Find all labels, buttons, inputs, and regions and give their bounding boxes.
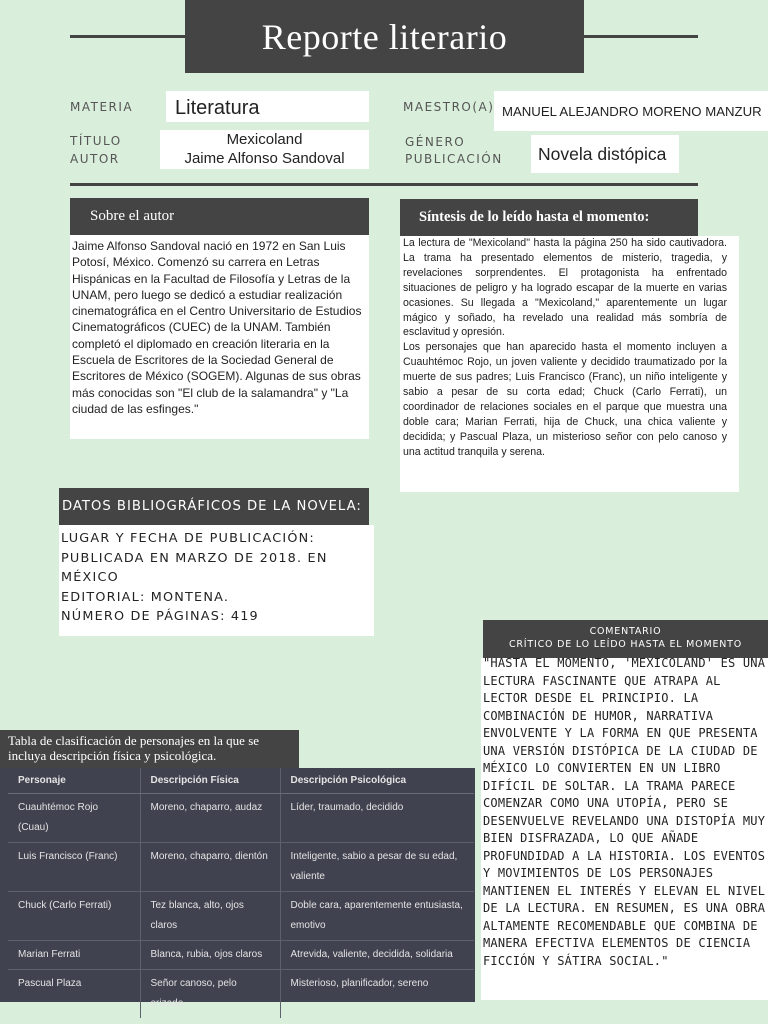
sintesis-body: [403, 236, 727, 460]
autor-label: AUTOR: [70, 152, 120, 166]
table-header-row: [8, 768, 474, 794]
materia-value: Literatura: [175, 97, 260, 119]
sobre-autor-heading: Sobre el autor: [70, 198, 369, 235]
datos-line-2: PUBLICADA EN MARZO DE 2018. EN: [61, 550, 328, 566]
info-divider: [70, 183, 698, 186]
materia-value-box: [166, 91, 369, 122]
cell-personaje: Marian Ferrati: [8, 941, 140, 970]
datos-text: [61, 529, 328, 627]
table-row: [8, 843, 474, 892]
tabla-caption: Tabla de clasificación de personajes en la que se incluya descripción física y psicológica.: [8, 733, 260, 763]
cell-fisica: Tez blanca, alto, ojos claros: [140, 892, 280, 941]
publicacion-label: PUBLICACIÓN: [405, 152, 503, 166]
sintesis-heading: Síntesis de lo leído hasta el momento:: [400, 199, 698, 236]
cell-fisica: Moreno, chaparro, audaz: [140, 794, 280, 843]
genero-value-box: [531, 135, 679, 173]
titulo-value: Mexicoland: [226, 131, 303, 148]
header-personaje: Personaje: [8, 768, 140, 794]
header-rule-right: [583, 35, 698, 38]
datos-line-5: NÚMERO DE PÁGINAS: 419: [61, 609, 259, 624]
cell-fisica: Señor canoso, pelo erizado: [140, 970, 280, 1019]
datos-line-4: EDITORIAL: MONTENA.: [61, 589, 230, 605]
table-row: [8, 892, 474, 941]
cell-fisica: Blanca, rubia, ojos claros: [140, 941, 280, 970]
datos-line-1: LUGAR Y FECHA DE PUBLICACIÓN:: [61, 531, 315, 546]
cell-fisica: Moreno, chaparro, dientón: [140, 843, 280, 892]
sintesis-box: [400, 236, 739, 492]
titulo-autor-box: [160, 130, 369, 169]
tabla-caption-box: [0, 730, 299, 768]
personajes-table: [8, 768, 474, 1018]
maestro-label: MAESTRO(A): [403, 100, 495, 114]
maestro-value: MANUEL ALEJANDRO MORENO MANZUR: [502, 104, 762, 119]
header-rule-left: [70, 35, 186, 38]
cell-personaje: Chuck (Carlo Ferrati): [8, 892, 140, 941]
sobre-autor-box: [70, 235, 369, 439]
comentario-heading-line-1: COMENTARIO: [589, 626, 662, 637]
header-descripcion-psicologica: Descripción Psicológica: [280, 768, 474, 794]
cell-personaje: Cuauhtémoc Rojo (Cuau): [8, 794, 140, 843]
comentario-text: "HASTA EL MOMENTO, 'MEXICOLAND' ES UNA LECTURA FASCINANTE QUE ATRAPA AL LECTOR DESDE EL PRINCIPIO. LA COMBINACIÓN DE HUMOR, NARRATIVA ENVOLVENTE Y LA FORMA EN QUE PRESENTA UNA VERSIÓN DISTÓPICA DE LA CIUDAD DE MÉXICO LO CONVIERTEN EN UN LIBRO DIFÍCIL DE SOLTAR. LA TRAMA PARECE COMENZAR COMO UNA UTOPÍA, PERO SE DESENVUELVE REVELANDO UNA DISTOPÍA MUY BIEN DISFRAZADA, LO QUE AÑADE PROFUNDIDAD A LA HISTORIA. LOS EVENTOS Y MOVIMIENTOS DE LOS PERSONAJES MANTIENEN EL INTERÉS Y ELEVAN EL NIVEL DE LA LECTURA. EN RESUMEN, ES UNA OBRA ALTAMENTE RECOMENDABLE QUE COMBINA DE MANERA EFECTIVA ELEMENTOS DE CIENCIA FICCIÓN Y SÁTIRA SOCIAL.": [483, 656, 766, 968]
comentario-heading: [483, 620, 768, 658]
cell-personaje: Luis Francisco (Franc): [8, 843, 140, 892]
cell-psicologica: Misterioso, planificador, sereno: [280, 970, 474, 1019]
materia-label: MATERIA: [70, 100, 134, 114]
personajes-table-inner: [8, 768, 474, 1018]
maestro-value-box: [494, 91, 768, 131]
sobre-autor-text: Jaime Alfonso Sandoval nació en 1972 en San Luis Potosí, México. Comenzó su carrera en Letras Hispánicas en la Facultad de Filosofía y Letras de la UNAM, pero luego se dedicó a estudiar realización cinematográfica en el Centro Universitario de Estudios Cinematográficos (CUEC) de la UNAM. También completó el diplomado en creación literaria en la Escuela de Escritores de la Sociedad General de Escritores de México (SOGEM). Algunas de sus obras más conocidas son "El club de la salamandra" y "La ciudad de las esfinges.": [72, 239, 362, 416]
table-row: [8, 970, 474, 1019]
cell-psicologica: Atrevida, valiente, decidida, solidaria: [280, 941, 474, 970]
genero-value: Novela distópica: [538, 144, 667, 164]
comentario-heading-line-2: CRÍTICO DE LO LEÍDO HASTA EL MOMENTO: [508, 639, 743, 650]
table-row: [8, 941, 474, 970]
datos-line-3: MÉXICO: [61, 570, 119, 585]
comentario-box: [481, 658, 768, 1000]
sintesis-paragraph-2: Los personajes que han aparecido hasta el momento incluyen a Cuauhtémoc Rojo, un joven valiente y decidido traumatizado por la muerte de sus padres; Luis Francisco (Franc), un niño inteligente y sabio a pesar de su corta edad; Chuck (Carlo Ferrati), un coordinador de relaciones sociales en el parque que muestra una doble cara; Marian Ferrati, hija de Chuck, una chica valiente y decidida; y Pascual Plaza, un misterioso señor con pelo canoso y una actitud tranquila y serena.: [403, 341, 727, 458]
cell-psicologica: Doble cara, aparentemente entusiasta, emotivo: [280, 892, 474, 941]
datos-heading: DATOS BIBLIOGRÁFICOS DE LA NOVELA:: [59, 488, 369, 525]
table-row: [8, 794, 474, 843]
autor-value: Jaime Alfonso Sandoval: [184, 150, 345, 167]
genero-label: GÉNERO: [405, 135, 466, 149]
sintesis-paragraph-1: La lectura de "Mexicoland" hasta la página 250 ha sido cautivadora. La trama ha presentado elementos de misterio, tragedia, y revelaciones sorprendentes. El protagonista ha enfrentado situaciones de peligro y ha logrado escapar de la muerte en varias ocasiones. Su llegada a "Mexicoland," aparentemente un lugar mágico y soñado, ha revelado una realidad más sombría de esclavitud y opresión.: [403, 237, 727, 339]
cell-psicologica: Inteligente, sabio a pesar de su edad, valiente: [280, 843, 474, 892]
cell-psicologica: Líder, traumado, decidido: [280, 794, 474, 843]
cell-personaje: Pascual Plaza: [8, 970, 140, 1019]
datos-box: [59, 525, 374, 636]
titulo-label: TÍTULO: [70, 134, 122, 148]
page-title: Reporte literario: [185, 0, 584, 73]
header-descripcion-fisica: Descripción Física: [140, 768, 280, 794]
personajes-table-wrapper: [0, 768, 475, 1009]
